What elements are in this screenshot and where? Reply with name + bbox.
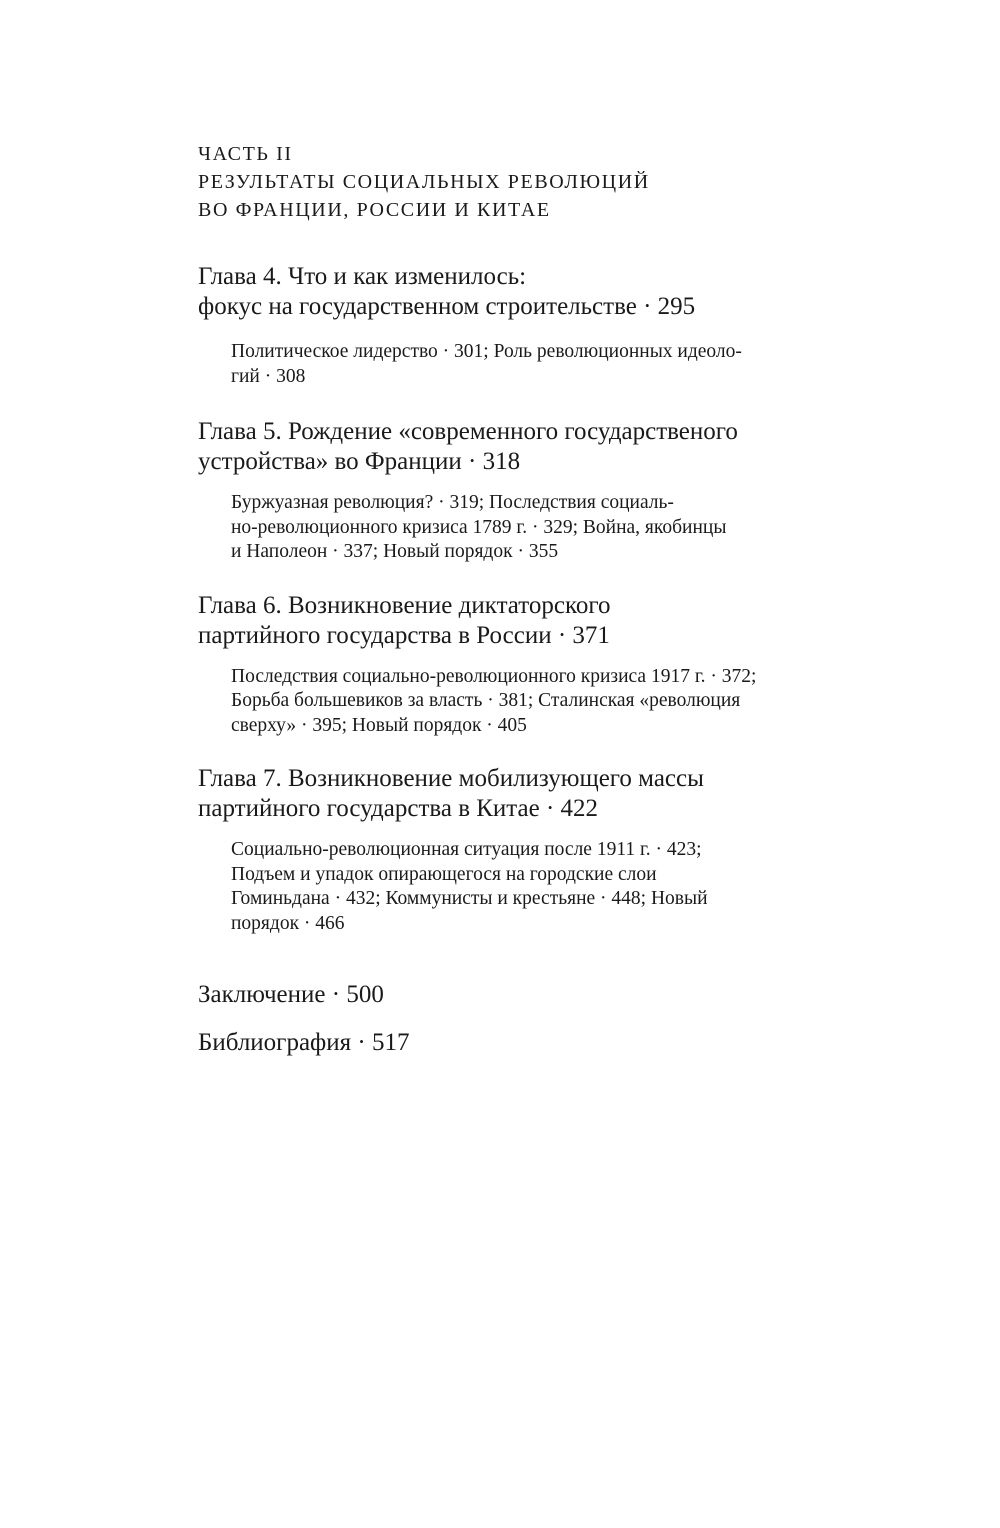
chapter-title-line: фокус на государственном строительстве · 295 xyxy=(198,293,696,320)
chapter-title-line: Глава 7. Возникновение мобилизующего массы xyxy=(198,765,704,792)
chapter-title[interactable] xyxy=(198,764,838,824)
section-line: Борьба большевиков за власть · 381; Сталинская «революция xyxy=(231,690,741,711)
chapter-4 xyxy=(198,262,838,389)
part-header xyxy=(198,140,838,224)
section-line: Буржуазная революция? · 319; Последствия социаль- xyxy=(231,492,674,513)
section-line: порядок · 466 xyxy=(231,912,345,934)
conclusion-entry[interactable]: Заключение · 500 xyxy=(198,981,384,1008)
chapter-sections xyxy=(231,340,831,389)
part-title-line-2: ВО ФРАНЦИИ, РОССИИ И КИТАЕ xyxy=(198,199,551,221)
part-number: ЧАСТЬ II xyxy=(198,143,293,165)
chapter-title-line: Глава 5. Рождение «современного государственого xyxy=(198,418,738,445)
chapter-7 xyxy=(198,764,838,936)
section-line: но-революционного кризиса 1789 г. · 329; Война, якобинцы xyxy=(231,516,727,538)
chapter-title-line: Глава 6. Возникновение диктаторского xyxy=(198,591,611,619)
chapter-title-line: устройства» во Франции · 318 xyxy=(198,448,521,475)
section-line: Подъем и упадок опирающегося на городские слои xyxy=(231,863,657,885)
chapter-sections xyxy=(231,838,831,936)
part-title-line-1: РЕЗУЛЬТАТЫ СОЦИАЛЬНЫХ РЕВОЛЮЦИЙ xyxy=(198,171,650,193)
chapter-title-line: партийного государства в России · 371 xyxy=(198,621,610,649)
section-line: гий · 308 xyxy=(231,365,306,387)
chapter-sections xyxy=(231,491,831,565)
section-line: Последствия социально-революционного кризиса 1917 г. · 372; xyxy=(231,665,757,687)
section-line: и Наполеон · 337; Новый порядок · 355 xyxy=(231,541,559,562)
section-line: сверху» · 395; Новый порядок · 405 xyxy=(231,714,527,736)
table-of-contents xyxy=(198,140,838,1058)
chapter-5 xyxy=(198,417,838,565)
section-line: Гоминьдана · 432; Коммунисты и крестьяне · 448; Новый xyxy=(231,888,708,909)
chapter-title[interactable] xyxy=(198,262,838,322)
chapter-6 xyxy=(198,591,838,739)
chapter-title[interactable] xyxy=(198,591,838,651)
chapter-title-line: Глава 4. Что и как изменилось: xyxy=(198,263,527,290)
bibliography-entry[interactable]: Библиография · 517 xyxy=(198,1029,410,1056)
section-line: Политическое лидерство · 301; Роль революционных идеоло- xyxy=(231,341,742,362)
chapter-sections xyxy=(231,665,831,739)
chapter-title-line: партийного государства в Китае · 422 xyxy=(198,795,599,822)
section-line: Социально-революционная ситуация после 1911 г. · 423; xyxy=(231,839,702,860)
chapter-title[interactable] xyxy=(198,417,838,477)
